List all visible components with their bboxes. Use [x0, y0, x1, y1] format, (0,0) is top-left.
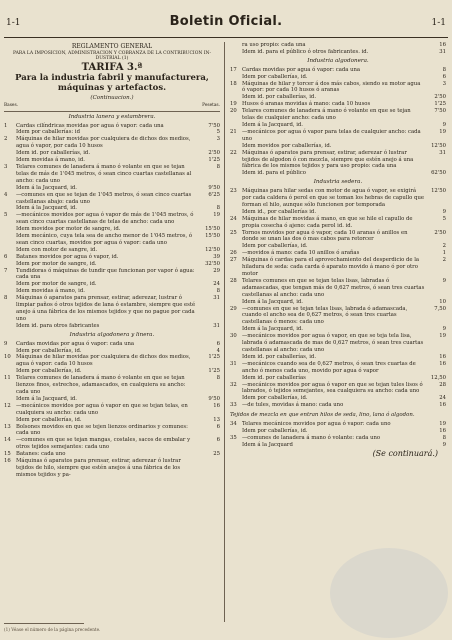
item-amount: 24 [213, 281, 220, 288]
item-description: Idem movidas á mano, id. [16, 288, 85, 295]
tariff-list-mixed [230, 421, 446, 449]
tariff-row [230, 421, 446, 428]
item-description: Idem á la Jacquard, id. [242, 121, 303, 128]
tariff-row [4, 192, 220, 206]
item-number: 14 [4, 437, 11, 444]
item-amount: 9 [442, 441, 446, 448]
item-description: Idem id. por caballerías, id. [242, 353, 317, 360]
tariff-row [230, 333, 446, 354]
tariff-heading: TARIFA 3.ª [81, 61, 143, 73]
item-number: 7 [4, 267, 8, 274]
item-description: Idem por caballerías, id. [16, 416, 82, 423]
page-number-right: 1-1 [431, 18, 446, 28]
item-number: 34 [230, 421, 237, 428]
left-column [4, 42, 220, 622]
item-amount: 10 [439, 298, 446, 305]
tariff-row [4, 396, 220, 403]
item-number: 2 [4, 136, 8, 143]
tariff-row [230, 49, 446, 56]
item-amount: 28 [439, 381, 446, 388]
tariff-row [230, 170, 446, 177]
tariff-row [230, 382, 446, 396]
tariff-row [4, 341, 220, 348]
tariff-row [230, 428, 446, 435]
item-amount: 7,50 [434, 305, 446, 312]
item-amount: 5 [442, 215, 446, 222]
item-amount: 8 [216, 163, 220, 170]
tariff-list-silk [230, 188, 446, 409]
column-headers [4, 103, 220, 112]
continuation-label: (Continuacion.) [90, 94, 134, 101]
item-description: Idem á la Jacquard, id. [16, 395, 77, 402]
item-number: 28 [230, 277, 237, 284]
item-description: Máquinas de hilar movidas por cualquiera de dichos dos medios, agua ó vapor, por cada 10 husos [16, 136, 191, 150]
tariff-row [4, 268, 220, 282]
tariff-row [230, 375, 446, 382]
tariff-row [4, 403, 220, 417]
item-description: Máquinas ó aparatos para prensar, estirar, aderezar ó lustrar tejidos de hilo, siempre que estén anejos á una fábrica de los mismos tejidos y pa- [16, 458, 181, 478]
tariff-row [230, 150, 446, 171]
tariff-row [230, 402, 446, 409]
to-be-continued: (Se continuará.) [372, 448, 438, 458]
item-amount: 3 [442, 80, 446, 87]
item-description: —mecánicos movidos por agua ó vapor en que se tejan telas, en cualquiera su ancho: cada uno [16, 402, 188, 416]
item-number: 6 [4, 253, 8, 260]
item-description: Idem á la Jacquard, id. [16, 184, 77, 191]
item-number: 35 [230, 434, 237, 441]
item-description: Idem por caballerías, id. [242, 395, 308, 402]
item-amount: 2 [442, 243, 446, 250]
tariff-row [4, 451, 220, 458]
item-description: Idem id. para el público ó otros fabricantes. id. [242, 48, 369, 55]
item-number: 13 [4, 423, 11, 430]
library-stamp [330, 548, 448, 638]
column-divider [224, 42, 225, 622]
item-description: —mecánicos cuando sea de 0,627 metros, ó sean tres cuartas de ancho ó menos cada uno, movido por agua ó vapor [242, 360, 416, 374]
tariff-row [230, 299, 446, 306]
item-description: —comunes en que se tejan mangas, costales, sacos de embalar y otros tejidos semejantes: cada uno [16, 437, 191, 451]
item-description: Idem á la Jacquard [242, 441, 293, 448]
item-description: Batanes movidos por agua ó vapor, id. [16, 253, 119, 260]
tariff-row [4, 247, 220, 254]
item-number: 26 [230, 250, 237, 257]
tariff-row [4, 164, 220, 185]
item-number: 30 [230, 333, 237, 340]
item-amount: 8 [442, 434, 446, 441]
item-description: Idem id. para otros fabricantes [16, 322, 100, 329]
tariff-row [4, 458, 220, 479]
tariff-row [4, 375, 220, 396]
tariff-row [230, 42, 446, 49]
tariff-row [230, 278, 446, 299]
page-number-left: 1-1 [6, 18, 21, 28]
item-amount: 16 [439, 42, 446, 48]
item-description: Idem id. por caballerías, id. [242, 94, 317, 101]
item-amount: 13 [213, 416, 220, 423]
item-amount: 9 [442, 326, 446, 333]
tariff-row [4, 254, 220, 261]
item-description: —mecánicos movidos por agua ó vapor en que se tejan tules lisos ó labrados, ó tejidos semejantes, sea cualquiera su ancho: cada uno [242, 381, 423, 395]
item-number: 10 [4, 354, 11, 361]
tariff-row [4, 157, 220, 164]
item-description: —comunes de lanadera á mano ó volante: cada uno [242, 434, 381, 441]
item-number: 22 [230, 149, 237, 156]
tariff-row [230, 108, 446, 122]
tariff-row [4, 233, 220, 247]
item-amount: 9'50 [208, 184, 220, 191]
tariff-row [230, 129, 446, 143]
item-amount: 39 [213, 253, 220, 260]
item-description: ra uso propio: cada una [242, 42, 306, 48]
item-amount: 1 [442, 250, 446, 257]
item-amount: 8 [216, 375, 220, 382]
item-amount: 16 [439, 353, 446, 360]
item-amount: 8 [216, 288, 220, 295]
item-amount: 15'50 [205, 233, 220, 240]
item-number: 17 [230, 66, 237, 73]
header-rule [4, 37, 448, 38]
item-description: Idem por motor de sangre, id. [16, 281, 97, 288]
item-description: —mecánicos por agua ó vapor para telas de cualquier ancho: cada uno [242, 128, 421, 142]
item-amount: 1'25 [208, 157, 220, 164]
item-description: Idem á la Jacquard, id. [242, 326, 303, 333]
item-amount: 29 [213, 267, 220, 274]
item-description: Idem id. por caballerías [242, 374, 306, 381]
item-amount: 2'50 [434, 229, 446, 236]
item-description: Telares comunes de lanadera á mano ó volante en que se tejan telas de más de 1'045 metros, ó sean cinco cuartas castellanas al ancho: cada uno [16, 163, 192, 184]
item-amount: 32'50 [205, 260, 220, 267]
tariff-row [4, 212, 220, 226]
tariff-row [230, 442, 446, 449]
item-description: Idem por caballerías, id. [242, 243, 308, 250]
item-amount: 9 [442, 121, 446, 128]
item-description: Idem id. por caballerías, id. [16, 150, 91, 157]
item-number: 5 [4, 212, 8, 219]
item-description: Máquinas de hilar y torcer á dos más cabos, siendo su motor agua ó vapor: por cada 10 husos ó aranas [242, 80, 421, 94]
item-number: 21 [230, 128, 237, 135]
item-description: Husos ó aranas movidas á mano: cada 10 husos [242, 101, 371, 108]
item-description: Telares comunes de lanadera á mano ó volante en que se tejan telas de cualquier ancho: cada uno [242, 108, 411, 122]
footnote: (1) Véase el número de la página precedente. [4, 627, 101, 632]
item-amount: 16 [439, 360, 446, 367]
item-amount: 31 [439, 48, 446, 55]
item-amount: 62'50 [431, 170, 446, 177]
section-heading-linen: Industria algodonera y linera. [69, 331, 155, 338]
item-number: 1 [4, 122, 8, 129]
tariff-subject: Para la industria fabril y manufacturera, máquinas y artefactos. [15, 72, 209, 93]
item-description: Idem movidos por motor de sangre, id. [16, 226, 121, 233]
item-number: 29 [230, 305, 237, 312]
tariff-row [230, 209, 446, 216]
item-amount: 2'50 [208, 150, 220, 157]
item-description: Telares comunes en que se tejan telas lisas, labradas ó adamascadas, que tengan más de 0,627 metros, ó sean tres cuartas castellanas al ancho: cada uno [242, 277, 425, 298]
item-amount: 8 [442, 66, 446, 73]
item-description: Máquinas ó cardas para el aprovechamiento del desperdicio de la hiladura de seda: cada carda ó aparato movido á mano ó por otro motor [242, 257, 420, 277]
tariff-row [4, 424, 220, 438]
item-amount: 31 [213, 322, 220, 329]
item-amount: 6 [442, 73, 446, 80]
item-number: 31 [230, 360, 237, 367]
item-amount: 19 [439, 128, 446, 135]
item-description: Idem mecánico, cuya tela sea de ancho menor de 1'045 metros, ó sean cinco cuartas, movidos por agua ó vapor: cada uno [16, 233, 193, 246]
item-description: Idem por caballerías, id. [242, 73, 308, 80]
tariff-row [230, 143, 446, 150]
tariff-row [230, 361, 446, 375]
item-description: Máquinas ó aparatos para prensar, estirar, aderezar ó lustrar tejidos de algodon ó con mezcla, siempre que estén anejo á una fábrica de los mismos tejidos y para uso propio: cada una [242, 149, 414, 170]
item-description: Telares mecánicos movidos por agua ó vapor: cada uno [242, 421, 391, 428]
item-amount: 4 [216, 347, 220, 354]
item-description: —comunes en que se tejan telas lisas, labrada ó adamascada, cuando el ancho sea de 0,627 metros, ó sean tres cuartas castellanas ó menos: cada uno [242, 305, 408, 326]
item-description: Cardas movidas por agua ó vapor: cada una [242, 66, 361, 73]
item-amount: 6'25 [208, 191, 220, 198]
tariff-row [4, 185, 220, 192]
tariff-row [4, 261, 220, 268]
mixed-fabrics-note: Tejidos de mezcla en que entran hilos de seda, lino, lana ó algodon. [230, 412, 415, 419]
item-amount: 9 [442, 277, 446, 284]
item-amount: 5 [216, 129, 220, 136]
tariff-row [230, 67, 446, 74]
item-number: 20 [230, 108, 237, 115]
section-heading-wool: Industria lanera y estambrera. [68, 113, 156, 120]
item-amount: 8 [216, 205, 220, 212]
item-number: 33 [230, 402, 237, 409]
item-description: Tornos movidos por agua ó vapor, cada 10 aranas ó anillos en donde se unan las dos ó mas cabos para retorcer [242, 229, 408, 243]
item-number: 8 [4, 295, 8, 302]
tariff-row [4, 323, 220, 330]
regulation-title: REGLAMENTO GENERAL [71, 43, 153, 50]
item-number: 9 [4, 340, 8, 347]
item-description: Cardas cilíndricas movidas por agua ó vapor: cada una [16, 122, 164, 129]
item-description: Telares comunes de lanadera á mano ó volante en que se tejan lienzos finos, estrechos, adamascados, en cualquiera su ancho: cada uno [16, 375, 186, 395]
item-description: Idem id. para el público [242, 170, 306, 177]
item-amount: 12'50 [431, 142, 446, 149]
item-amount: 24 [439, 395, 446, 402]
tariff-row [230, 122, 446, 129]
item-description: Idem por caballerías, id. [242, 427, 308, 434]
item-number: 18 [230, 80, 237, 87]
item-number: 32 [230, 381, 237, 388]
tariff-row [230, 81, 446, 95]
item-amount: 16 [213, 402, 220, 409]
tariff-row [230, 257, 446, 278]
item-number: 15 [4, 451, 11, 458]
tariff-row [4, 354, 220, 368]
item-amount: 12'50 [205, 246, 220, 253]
tariff-row [230, 435, 446, 442]
item-amount: 31 [439, 149, 446, 156]
item-description: Máquinas para hilar sedas con motor de agua ó vapor, se exigirá por cada caldera ó perol en que se toman los hebras de capullo que forman el hilo, aunque sólo funcionen por temporada [242, 188, 424, 208]
item-amount: 1'25 [208, 354, 220, 361]
item-description: Idem por caballerías, id. [16, 347, 82, 354]
tariff-row [230, 230, 446, 244]
item-description: —mecánicos movidos por agua ó vapor de más de 1'045 metros, ó sean cinco cuartas castellanas de telas de ancho: cada uno [16, 212, 194, 226]
item-description: Idem movidos por caballerías, id. [242, 142, 332, 149]
item-description: Máquinas de hilar movidas á mano, en que se hile el capullo de propia cosecha ó ajeno: cada perol id. id. [242, 215, 413, 229]
tariff-row [230, 354, 446, 361]
tariff-list-cotton [230, 67, 446, 178]
item-amount: 12,50 [430, 374, 446, 381]
regulation-subtitle: PARA LA IMPOSICION, ADMINISTRACION Y COBRANZA DE LA CONTRIBUCION IN-DUSTRIAL (1) [12, 50, 211, 62]
item-amount: 15'50 [205, 226, 220, 233]
item-amount: 19 [439, 421, 446, 428]
item-amount: 31 [213, 295, 220, 302]
tariff-row [4, 295, 220, 323]
section-heading-silk: Industria sedera. [313, 179, 363, 186]
right-column [230, 42, 446, 622]
item-description: Idem por caballerías, id. [16, 368, 82, 375]
item-number: 4 [4, 191, 8, 198]
item-description: Idem id., por caballerías id. [242, 208, 317, 215]
tariff-row [230, 74, 446, 81]
item-description: Batanes: cada uno [16, 451, 66, 458]
item-description: Idem por motor de sangre, id. [16, 260, 97, 267]
item-amount: 12'50 [431, 188, 446, 195]
item-amount: 2'50 [434, 94, 446, 101]
page-header [0, 14, 452, 36]
item-description: Cardas movidas por agua ó vapor: cada una [16, 340, 135, 347]
item-amount: 3 [216, 136, 220, 143]
tariff-row [4, 226, 220, 233]
tariff-row [4, 437, 220, 451]
item-amount: 16 [439, 427, 446, 434]
item-amount: 9 [442, 208, 446, 215]
tariff-list-linen [4, 341, 220, 479]
item-description: —mecánicos movidos por agua ó vapor, en que se teja tela lisa, labrada ó adamascada de mas de 0,627 metros, ó sean tres cuartas castellanas al ancho: cada uno [242, 333, 424, 353]
item-description: Idem con motor de sangre, id. [16, 246, 98, 253]
item-description: Tundidoras ó máquinas de tundir que funcionan por vapor ó agua: cada una [16, 267, 195, 281]
item-amount: 2 [442, 257, 446, 264]
item-description: Idem por caballerías: id [16, 129, 80, 136]
item-amount: 19 [439, 333, 446, 340]
item-number: 12 [4, 402, 11, 409]
item-amount: 19 [213, 212, 220, 219]
item-number: 16 [4, 458, 11, 465]
item-description: Bolsones movidos en que se tejen lienzos ordinarios y comunes: cada uno [16, 423, 188, 437]
item-description: —comunes en que se tejan de 1'045 metros, ó sean cinco cuartas castellanas abajo: cada uno [16, 191, 192, 205]
tariff-list-continued [230, 42, 446, 56]
item-description: Idem á la Jacquard, id. [242, 298, 303, 305]
item-description: Máquinas ó aparatos para prensar, estirar, aderezar, lustrar ó limpiar paños ó otros tejidos de lana ó estambre, siempre que esté anejo á una fábrica de los mismos tejidos y que no pague por cada uno [16, 295, 196, 322]
tariff-row [4, 417, 220, 424]
item-amount: 16 [439, 402, 446, 409]
column-header-pesetas: Pesetas. [202, 102, 220, 108]
item-amount: 6 [216, 437, 220, 444]
item-description: Idem á la Jacquard, id. [16, 205, 77, 212]
tariff-list-wool [4, 123, 220, 330]
column-header-bases: Bases. [4, 102, 19, 108]
tariff-row [230, 216, 446, 230]
tariff-row [230, 306, 446, 327]
item-number: 19 [230, 101, 237, 108]
tariff-row [230, 188, 446, 209]
tariff-row [4, 136, 220, 150]
item-number: 23 [230, 188, 237, 195]
section-heading-cotton: Industria algodonera. [307, 57, 369, 64]
item-amount: 25 [213, 451, 220, 458]
item-description: —de tules, movidas á mano: cada uno [242, 402, 344, 409]
item-number: 3 [4, 163, 8, 170]
item-amount: 6 [216, 340, 220, 347]
item-amount: 7'50 [208, 122, 220, 129]
item-number: 27 [230, 257, 237, 264]
item-amount: 9'50 [208, 395, 220, 402]
item-description: Idem movidas á mano, id. [16, 157, 85, 164]
item-amount: 6 [216, 423, 220, 430]
newspaper-title: Boletin Oficial. [169, 14, 283, 29]
item-amount: 1'25 [208, 368, 220, 375]
item-description: —movidos á mano: cada 10 anillos ó arañas [242, 250, 360, 257]
item-number: 11 [4, 375, 11, 382]
item-amount: 7'50 [434, 108, 446, 115]
item-description: Máquinas de hilar movidas por cualquiera de dichos dos medios, agua ó vapor: cada 10 husos [16, 354, 191, 368]
item-number: 25 [230, 229, 237, 236]
item-amount: 1'25 [434, 101, 446, 108]
footnote-rule [4, 623, 84, 624]
item-number: 24 [230, 215, 237, 222]
